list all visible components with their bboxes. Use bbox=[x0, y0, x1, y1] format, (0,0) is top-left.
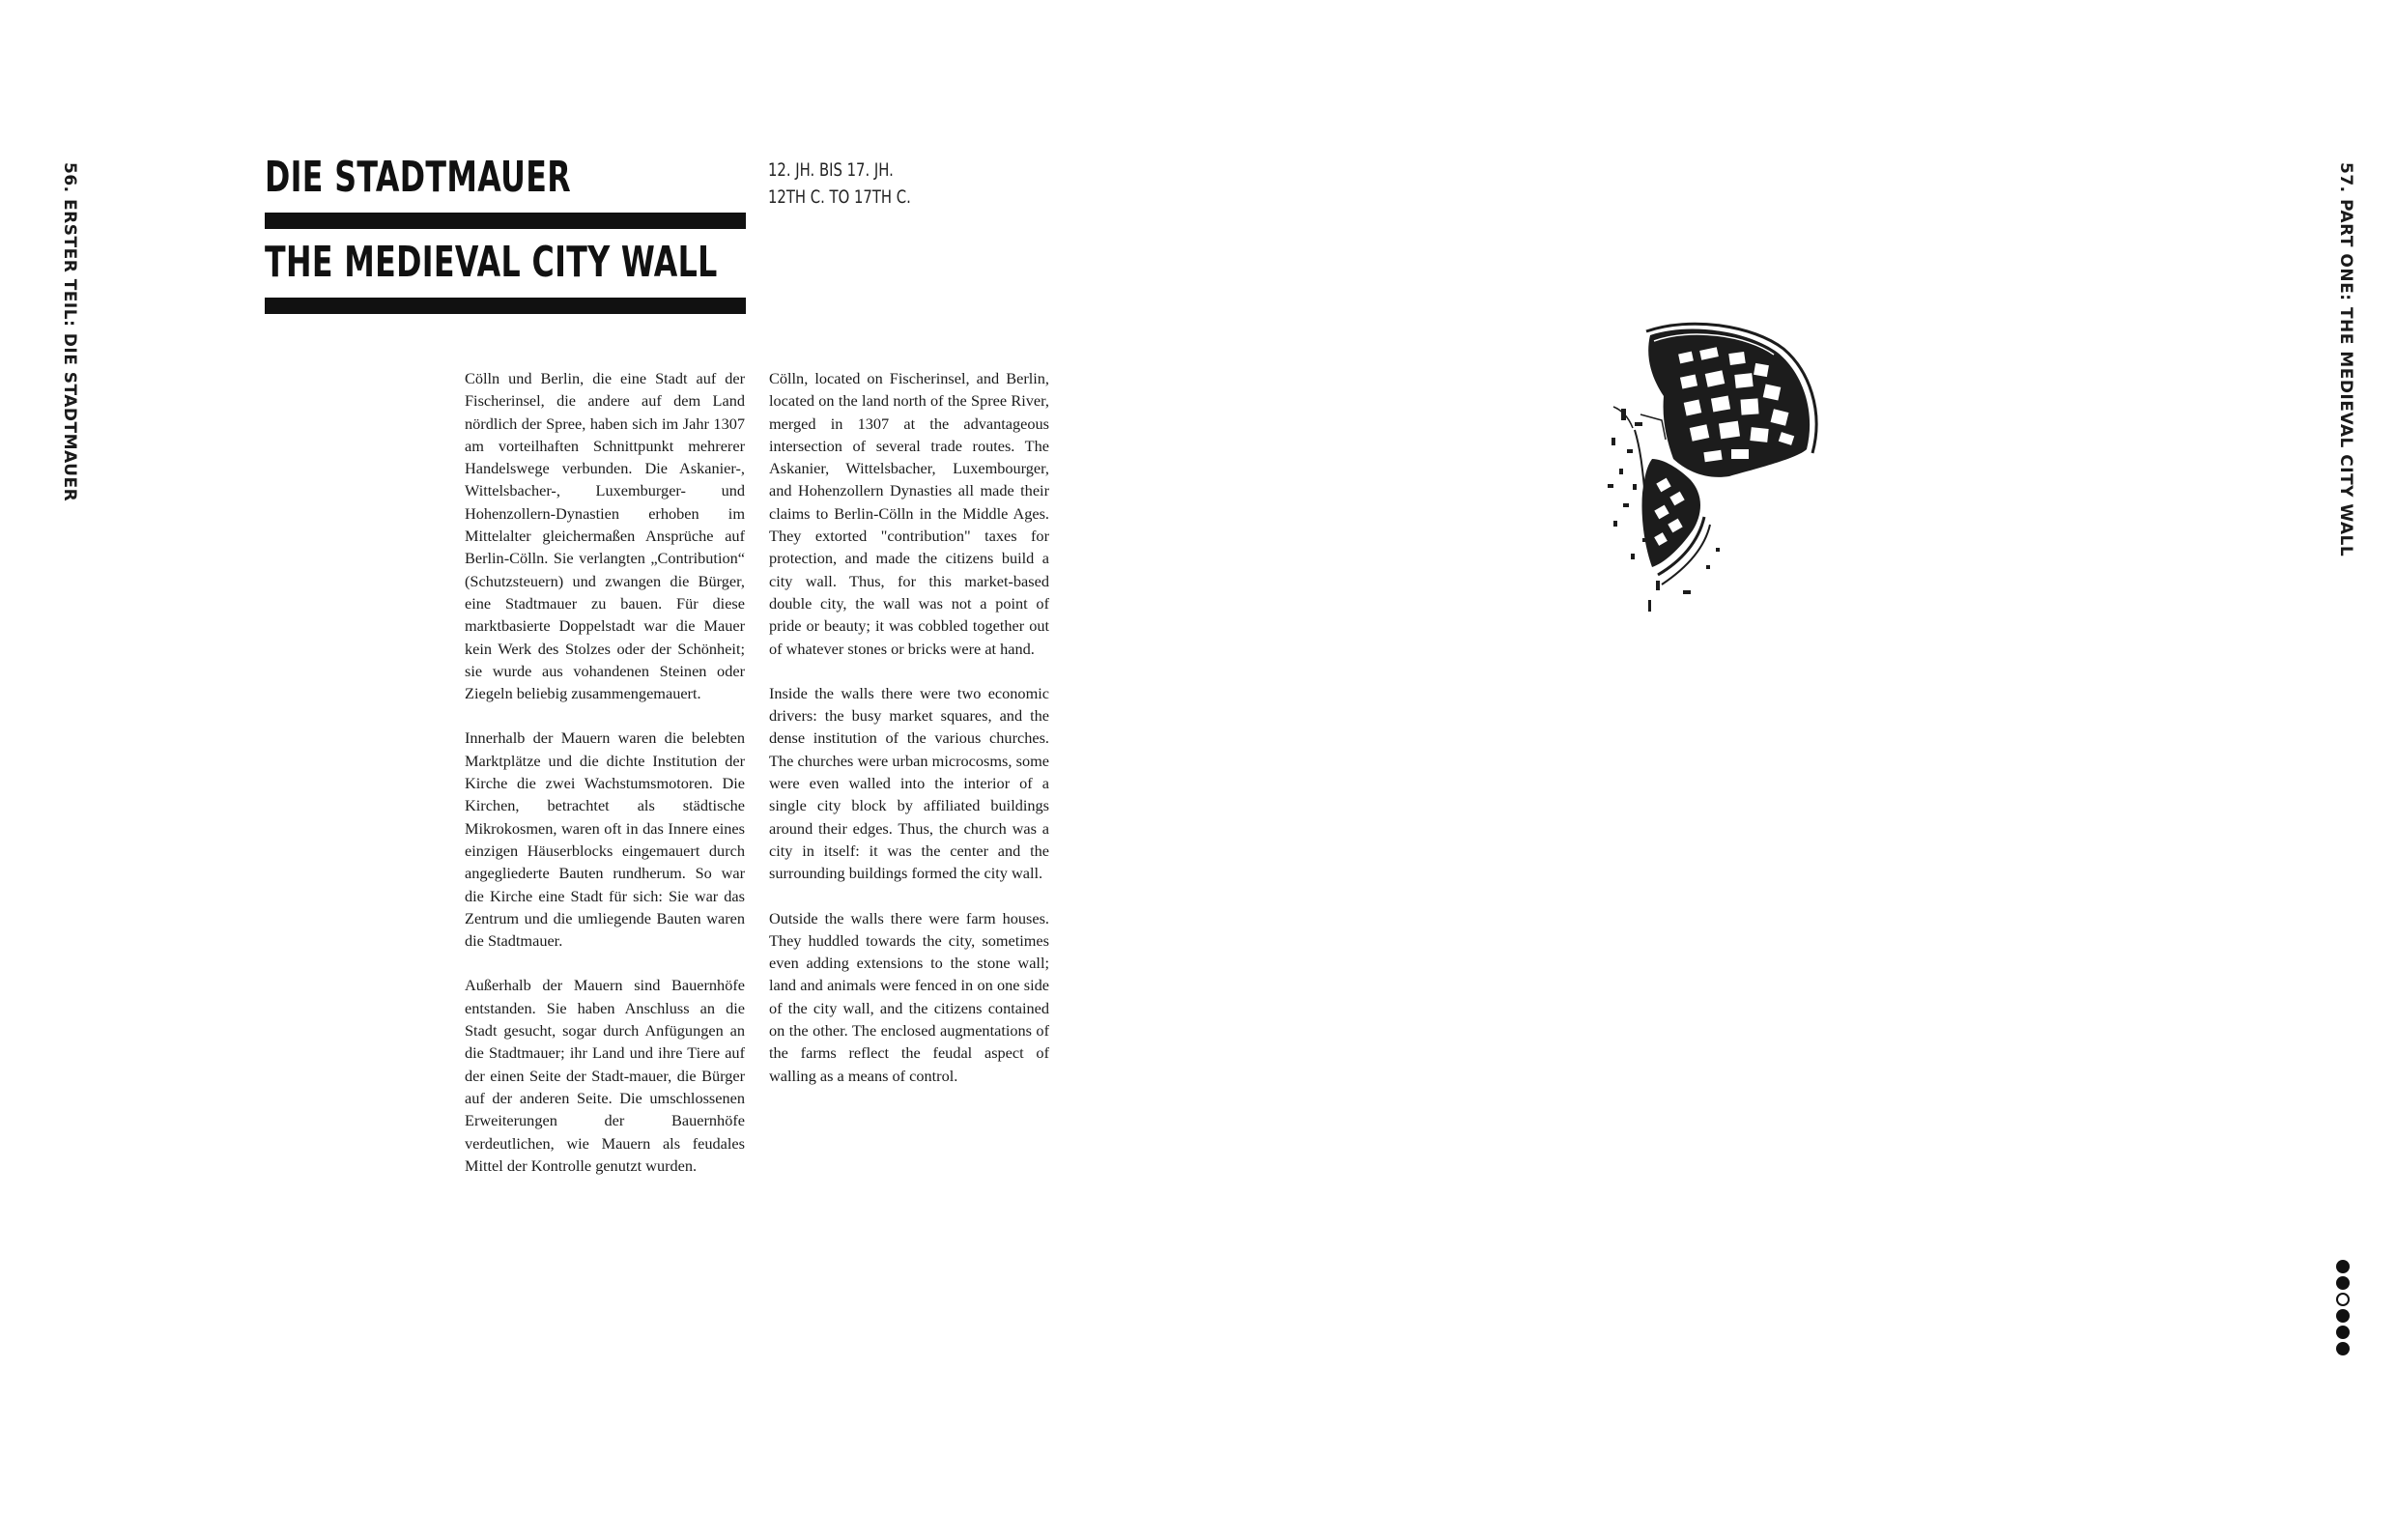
date-range-german: 12. JH. BIS 17. JH. bbox=[768, 159, 894, 181]
german-paragraph: Innerhalb der Mauern waren die belebten Marktplätze und die dichte Institution der Kirche die zwei Wachstumsmotoren. Die Kirchen, betrachtet als städtische Mikrokosmen, waren oft in das Innere eines einzigen Häuserblocks eingemauert durch angegliederte Bauten rundherum. So war die Kirche eine Stadt für sich: Sie war das Zentrum und die umliegende Bauten waren die Stadtmauer. bbox=[465, 728, 745, 951]
page-dot[interactable] bbox=[2336, 1309, 2350, 1323]
running-head-right: 57. PART ONE: THE MEDIEVAL CITY WALL bbox=[2336, 162, 2355, 557]
running-head-left: 56. ERSTER TEIL: DIE STADTMAUER bbox=[60, 162, 79, 502]
german-paragraph: Cölln und Berlin, die eine Stadt auf der Fischerinsel, die andere auf dem Land nördlich der Spree, haben sich im Jahr 1307 am vorteilhaften Schnittpunkt mehrerer Handelswege verbunden. Die Askanier-, Wittelsbacher-, Luxemburger- und Hohenzollern-Dynastien erhoben im Mittelalter gleichermaßen Ansprüche auf Berlin-Cölln. Sie verlangten „Contribution“ (Schutzsteuern) und zwangen die Bürger, eine Stadtmauer zu bauen. Für diese marktbasierte Doppelstadt war die Mauer kein Werk des Stolzes oder der Schönheit; sie wurde aus vohandenen Steinen oder Ziegeln beliebig zusammengemauert. bbox=[465, 369, 745, 703]
title-english: THE MEDIEVAL CITY WALL bbox=[265, 238, 718, 287]
german-paragraph: Außerhalb der Mauern sind Bauernhöfe entstanden. Sie haben Anschluss an die Stadt gesucht, sogar durch Anfügungen an die Stadtmauer; ihr Land und ihre Tiere auf der einen Seite der Stadt-mauer, die Bürger auf der anderen Seite. Die umschlossenen Erweiterungen der Bauernhöfe verdeutlichen, wie Mauern als feudales Mittel der Kontrolle genutzt wurden. bbox=[465, 976, 745, 1175]
english-text-column bbox=[769, 367, 1049, 1109]
page-dot[interactable] bbox=[2336, 1326, 2350, 1339]
date-range bbox=[768, 157, 911, 211]
title-german: DIE STADTMAUER bbox=[265, 153, 572, 202]
date-range-english: 12TH C. TO 17TH C. bbox=[768, 186, 911, 208]
page-dot[interactable] bbox=[2336, 1276, 2350, 1290]
english-paragraph: Inside the walls there were two economic drivers: the busy market squares, and the dense institution of the various churches. The churches were urban microcosms, some were even walled into the interior of a single city block by affiliated buildings around their edges. Thus, the church was a city in itself: it was the center and the surrounding buildings formed the city wall. bbox=[769, 683, 1049, 883]
english-paragraph: Outside the walls there were farm houses. They huddled towards the city, sometimes even adding extensions to the stone wall; land and animals were fenced in on one side of the city wall, and the citizens contained on the other. The enclosed augmentations of the farms reflect the feudal aspect of walling as a means of control. bbox=[769, 908, 1049, 1085]
english-paragraph: Cölln, located on Fischerinsel, and Berlin, located on the land north of the Spree River, merged in 1307 at the advantageous intersection of several trade routes. The Askanier, Wittelsbacher, Luxembourger, and Hohenzollern Dynasties all made their claims to Berlin-Cölln in the Middle Ages. They extorted "contribution" taxes for protection, and made the citizens build a city wall. Thus, for this market-based double city, the wall was not a point of pride or beauty; it was cobbled together out of whatever stones or bricks were at hand. bbox=[769, 369, 1049, 658]
page-dot[interactable] bbox=[2336, 1342, 2350, 1355]
german-text-column bbox=[465, 367, 745, 1199]
city-plan-map-icon bbox=[1584, 314, 1855, 623]
page-dot[interactable] bbox=[2336, 1260, 2350, 1273]
page-indicator bbox=[2336, 1260, 2353, 1358]
title-rule-bottom bbox=[265, 298, 746, 314]
title-rule-top bbox=[265, 213, 746, 229]
page-dot-current[interactable] bbox=[2336, 1293, 2350, 1306]
